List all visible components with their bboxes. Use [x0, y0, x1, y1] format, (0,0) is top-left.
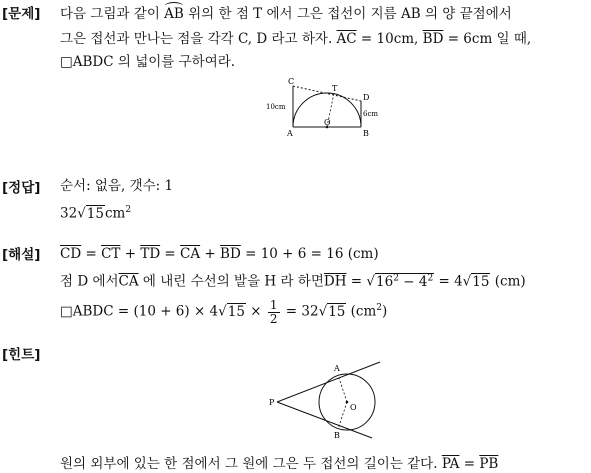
segment-ca: $\overline{CA}$: [118, 273, 139, 290]
tangent-pa: [277, 362, 380, 402]
solution-text: (cm: [346, 303, 377, 320]
solution-text: ): [382, 303, 388, 320]
problem-line-2: [60, 30, 531, 48]
label-d: D: [363, 93, 370, 102]
hint-text-body: 원의 외부에 있는 한 점에서 그 원에 그은 두 접선의 길이는 같다.: [60, 456, 442, 472]
solution-text: 점 D 에서: [60, 273, 119, 290]
label-b: B: [363, 129, 369, 138]
sqrt: √15: [77, 205, 104, 222]
solution-text: □ABDC = (10 + 6) × 4: [60, 303, 219, 320]
answer-label: [정답]: [2, 180, 41, 196]
sqrt: √15: [318, 303, 346, 320]
segment-ac: $\overline{AC}$: [336, 31, 357, 47]
fraction: [268, 299, 280, 326]
solution-text: = 10 + 6 = 16 (cm): [240, 246, 379, 262]
segment-pa: $\overline{PA}$: [441, 456, 460, 472]
label-c: C: [288, 77, 295, 86]
solution-text: = 4: [434, 273, 463, 290]
hint-label: [힌트]: [2, 347, 41, 363]
solution-text: (cm): [490, 273, 526, 290]
sqrt: √15: [462, 273, 490, 290]
hint-label-b: B: [334, 431, 340, 440]
radius-ob: [338, 402, 347, 429]
sqrt: √15: [218, 303, 245, 320]
segment-ct: $\overline{CT}$: [101, 246, 121, 262]
answer-line-1: 순서: 없음, 갯수: 1: [60, 178, 174, 194]
solution-line-1: $\overline{CD} = \overline{CT} + \overline{TD} = \overline{CA} + \overline{BD} = 10 + 6 = 16$ (cm): [60, 246, 379, 262]
answer-coef: 32: [60, 205, 78, 222]
segment-td: $\overline{TD}$: [140, 246, 161, 262]
segment-bd: $\overline{BD}$: [220, 246, 241, 262]
problem-text: = 10cm,: [356, 31, 423, 47]
hint-eq: =: [459, 456, 480, 472]
problem-line-3: □ABDC 의 넓이를 구하여라.: [60, 54, 236, 70]
label-10cm: 10cm: [266, 103, 286, 111]
problem-figure: [262, 74, 392, 140]
numerator: 1: [269, 297, 278, 312]
tangent-pb: [277, 402, 372, 438]
problem-text: = 6cm 일 때,: [443, 31, 532, 47]
solution-label: [해설]: [2, 247, 41, 263]
radicand: 15: [86, 205, 104, 222]
hint-label-a: A: [334, 364, 340, 373]
solution-text: ×: [245, 303, 266, 320]
problem-text: 그은 접선과 만나는 점을 각각 C, D 라고 하자.: [60, 31, 337, 47]
radicand-term: 4: [418, 273, 428, 290]
hint-text: [60, 455, 498, 473]
radius-oa: [338, 375, 347, 402]
label-t: T: [332, 84, 338, 93]
problem-line-1: [60, 5, 512, 23]
segment-bd: $\overline{BD}$: [422, 31, 444, 47]
solution-text: = 32: [281, 303, 319, 320]
radicand: 15: [472, 273, 490, 290]
radicand: 15: [227, 303, 245, 320]
segment-cd: $\overline{CD}$: [60, 246, 82, 262]
radicand: $16^2 - 4^2$: [376, 273, 434, 290]
answer-unit: cm: [104, 205, 126, 222]
sqrt: $√16^2 - 4^2$: [366, 273, 434, 290]
denominator: 2: [269, 311, 278, 326]
label-6cm: 6cm: [363, 110, 379, 118]
label-a: A: [287, 129, 293, 138]
hint-figure: [268, 360, 386, 440]
solution-line-2: [60, 269, 526, 291]
segment-dh: $\overline{DH}$: [323, 273, 347, 290]
hint-center-dot: [346, 401, 349, 404]
solution-line-3: □ABDC = (10 + 6) × 4√15 × $\frac{1}{2}$ = 32√15 $(cm^2)$: [60, 297, 388, 326]
solution-text: 에 내린 수선의 발을 H 라 하면: [138, 273, 324, 290]
radicand: 15: [328, 303, 346, 320]
answer-value: $32√15cm^2$: [60, 205, 132, 222]
radicand-term: 16: [376, 273, 394, 290]
arc-ab: AB: [164, 6, 184, 22]
segment-pb: $\overline{PB}$: [479, 456, 499, 472]
solution-text: =: [346, 273, 367, 290]
problem-text: 다음 그림과 같이: [60, 6, 165, 22]
segment-ca: $\overline{CA}$: [180, 246, 201, 262]
hint-label-p: P: [269, 398, 275, 407]
hint-label-o: O: [350, 403, 357, 412]
problem-label: [문제]: [2, 6, 41, 22]
problem-text: 위의 한 점 T 에서 그은 접선이 지름 AB 의 양 끝점에서: [183, 6, 512, 22]
label-o: O: [324, 118, 331, 127]
